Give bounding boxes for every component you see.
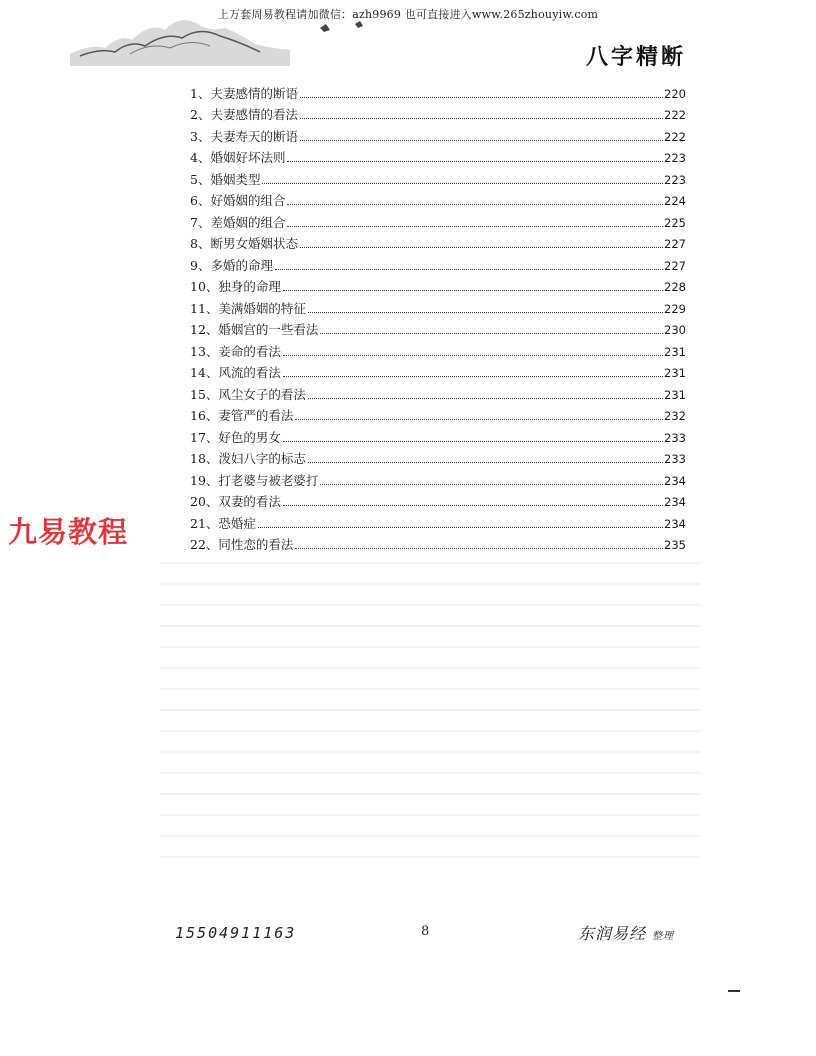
toc-entry-label: 5、婚姻类型: [190, 171, 261, 187]
toc-entry-page: 231: [664, 366, 686, 380]
toc-entry[interactable]: [190, 166, 686, 188]
toc-entry-label: 12、婚姻宫的一些看法: [190, 322, 319, 337]
toc-leader-dots: [287, 226, 663, 227]
toc-entry-page: 227: [664, 237, 686, 251]
toc-entry[interactable]: [190, 381, 686, 403]
toc-entry[interactable]: [190, 360, 686, 382]
toc-entry[interactable]: [190, 252, 686, 274]
toc-entry-label: 22、同性恋的看法: [190, 537, 294, 552]
toc-entry[interactable]: [190, 338, 686, 360]
toc-entry-page: 223: [664, 151, 686, 165]
toc-entry-label: 15、风尘女子的看法: [190, 386, 306, 402]
footer-phone-number: 15504911163: [175, 924, 297, 942]
footer-page-number: 8: [421, 924, 430, 939]
toc-entry[interactable]: [190, 403, 686, 425]
toc-leader-dots: [295, 419, 663, 420]
toc-entry-label: 7、差婚姻的组合: [190, 214, 286, 230]
toc-entry-label: 2、夫妻感情的看法: [190, 107, 298, 122]
toc-entry-page: 233: [664, 430, 686, 445]
toc-entry[interactable]: [190, 510, 686, 532]
toc-leader-dots: [320, 484, 663, 485]
toc-entry[interactable]: [190, 446, 686, 468]
toc-leader-dots: [308, 462, 663, 463]
toc-leader-dots: [283, 505, 663, 506]
toc-entry[interactable]: [190, 231, 686, 253]
toc-entry-page: 234: [664, 516, 686, 531]
toc-entry-page: 234: [664, 495, 686, 509]
toc-entry-page: 228: [664, 280, 686, 294]
toc-entry-label: 16、妻管严的看法: [190, 408, 294, 423]
book-title: 八字精断: [585, 44, 686, 70]
toc-entry-label: 4、婚姻好坏法则: [190, 150, 286, 165]
toc-entry-label: 18、泼妇八字的标志: [190, 451, 306, 466]
toc-entry-label: 19、打老婆与被老婆打: [190, 472, 319, 488]
toc-entry-label: 10、独身的命理: [190, 279, 281, 294]
toc-entry[interactable]: [190, 188, 686, 210]
toc-entry[interactable]: [190, 317, 686, 339]
toc-entry-label: 3、夫妻寿天的断语: [190, 128, 298, 144]
scan-mark: [728, 990, 740, 992]
toc-leader-dots: [308, 398, 663, 399]
toc-entry[interactable]: [190, 80, 686, 102]
toc-leader-dots: [300, 118, 663, 119]
toc-entry-page: 224: [664, 194, 686, 208]
toc-entry-page: 222: [664, 108, 686, 122]
toc-leader-dots: [275, 269, 663, 270]
toc-entry[interactable]: [190, 467, 686, 489]
toc-leader-dots: [287, 204, 663, 205]
toc-entry[interactable]: [190, 102, 686, 124]
table-of-contents: [190, 80, 686, 553]
toc-leader-dots: [258, 527, 663, 528]
toc-entry-page: 234: [664, 473, 686, 488]
top-banner-text: 上万套周易教程请加微信：azh9969 也可直接进入www.265zhouyiw.com: [217, 8, 599, 21]
toc-entry-page: 231: [664, 344, 686, 359]
toc-leader-dots: [300, 97, 663, 98]
toc-entry-page: 232: [664, 409, 686, 423]
toc-entry-label: 9、多婚的命理: [190, 257, 273, 273]
toc-entry[interactable]: [190, 424, 686, 446]
toc-entry-label: 13、妾命的看法: [190, 343, 281, 359]
toc-entry[interactable]: [190, 123, 686, 145]
toc-entry[interactable]: [190, 274, 686, 296]
toc-leader-dots: [308, 312, 663, 313]
footer-brand: [578, 921, 674, 944]
toc-entry-page: 235: [664, 538, 686, 552]
toc-entry-page: 227: [664, 258, 686, 273]
toc-entry-page: 223: [664, 172, 686, 187]
toc-entry[interactable]: [190, 209, 686, 231]
toc-leader-dots: [283, 290, 663, 291]
toc-entry-page: 233: [664, 452, 686, 466]
toc-entry[interactable]: [190, 145, 686, 167]
faint-bleed-through: [160, 562, 700, 892]
toc-entry-page: 220: [664, 86, 686, 101]
toc-entry-page: 229: [664, 301, 686, 316]
toc-entry-label: 20、双妻的看法: [190, 494, 281, 509]
toc-entry-label: 11、美满婚姻的特征: [190, 300, 306, 316]
toc-entry[interactable]: [190, 489, 686, 511]
toc-entry[interactable]: [190, 532, 686, 554]
toc-leader-dots: [300, 140, 663, 141]
toc-entry-page: 225: [664, 215, 686, 230]
toc-leader-dots: [283, 376, 663, 377]
toc-leader-dots: [300, 247, 663, 248]
toc-entry-page: 230: [664, 323, 686, 337]
footer-brand-name: 东润易经: [578, 924, 647, 943]
toc-leader-dots: [287, 161, 663, 162]
toc-entry-label: 17、好色的男女: [190, 429, 281, 445]
toc-entry-label: 6、好婚姻的组合: [190, 193, 286, 208]
toc-leader-dots: [320, 333, 663, 334]
toc-entry-label: 1、夫妻感情的断语: [190, 85, 298, 101]
toc-entry-page: 222: [664, 129, 686, 144]
toc-leader-dots: [283, 355, 663, 356]
watermark-text: 九易教程: [8, 515, 129, 549]
toc-leader-dots: [283, 441, 663, 442]
toc-entry-label: 21、恐婚症: [190, 515, 256, 531]
toc-entry[interactable]: [190, 295, 686, 317]
footer-brand-sub: 整理: [652, 931, 675, 942]
toc-entry-label: 14、风流的看法: [190, 365, 281, 380]
toc-leader-dots: [262, 183, 663, 184]
toc-entry-label: 8、断男女婚姻状态: [190, 236, 298, 251]
toc-leader-dots: [295, 548, 663, 549]
toc-entry-page: 231: [664, 387, 686, 402]
